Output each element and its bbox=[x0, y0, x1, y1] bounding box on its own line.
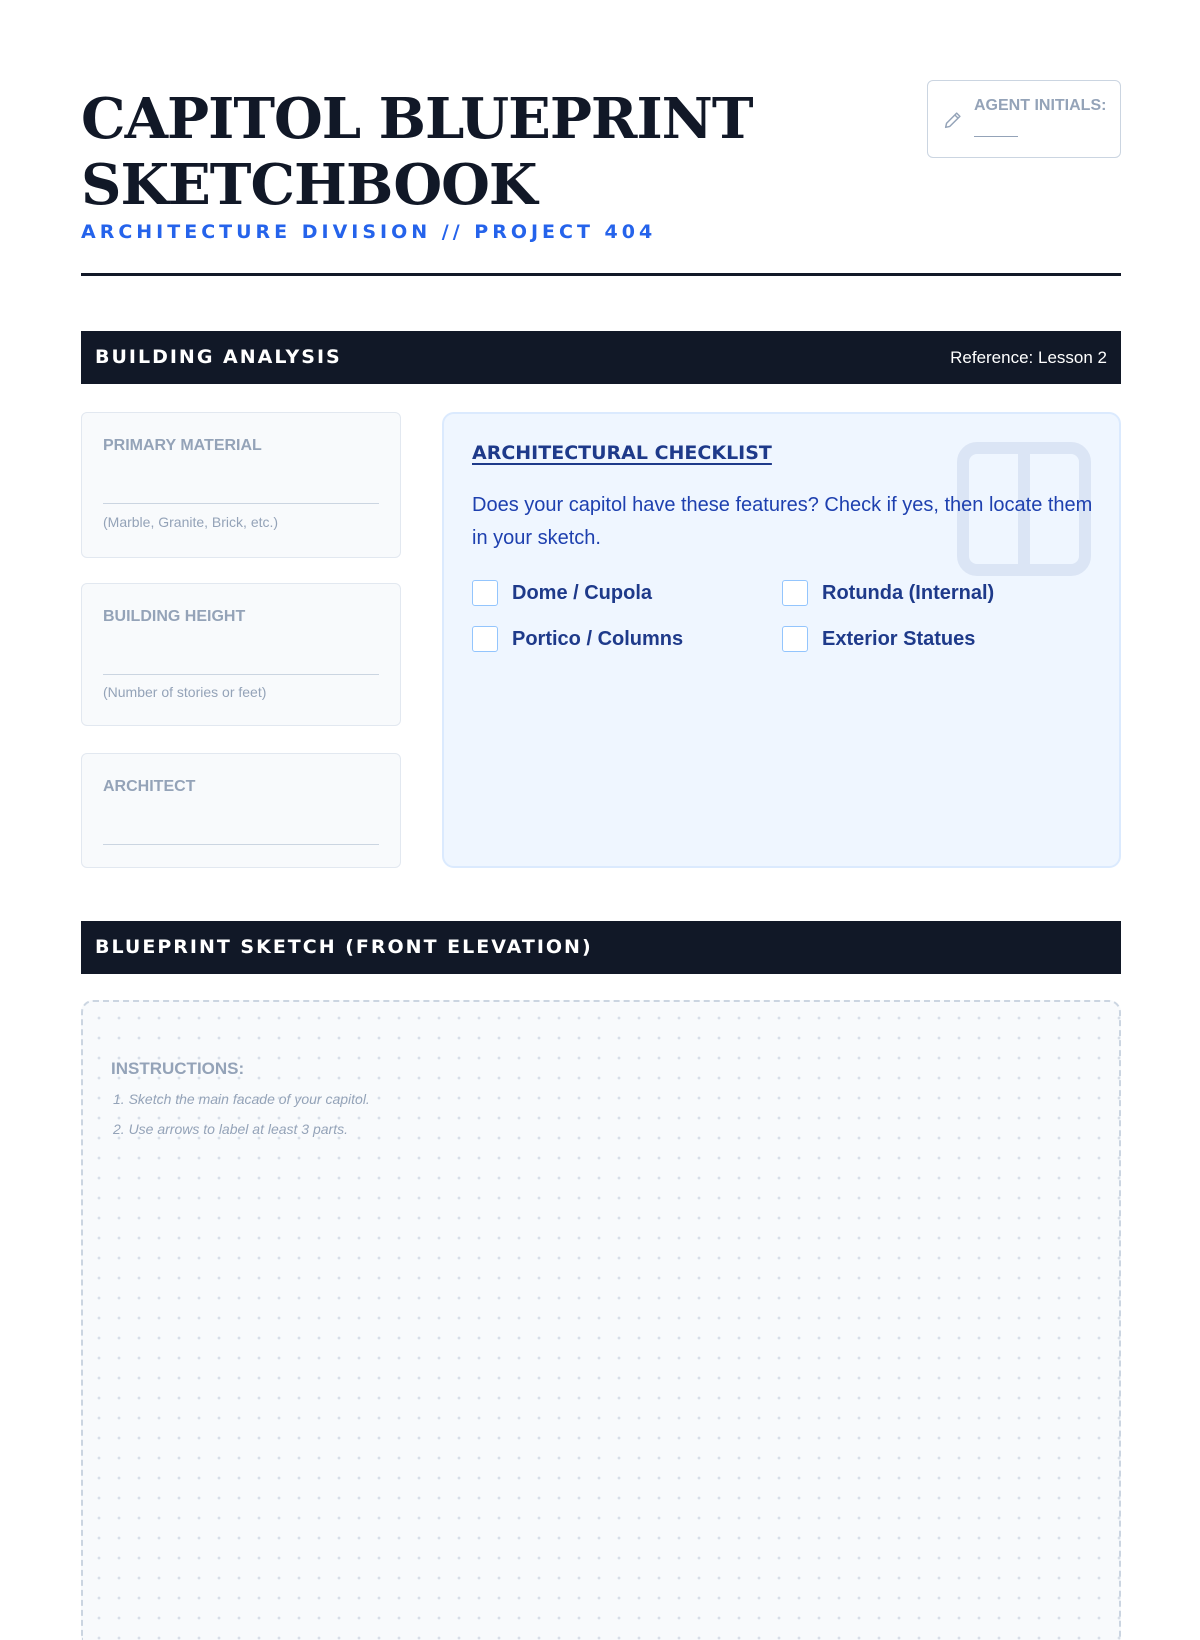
building-analysis-title: BUILDING ANALYSIS bbox=[95, 346, 342, 368]
page-subtitle: ARCHITECTURE DIVISION // PROJECT 404 bbox=[81, 221, 657, 243]
primary-material-field[interactable] bbox=[81, 412, 401, 558]
building-height-hint: (Number of stories or feet) bbox=[103, 684, 267, 700]
header-divider bbox=[81, 273, 1121, 276]
primary-material-line bbox=[103, 503, 379, 504]
checklist-item-rotunda[interactable] bbox=[782, 580, 994, 606]
checkbox[interactable] bbox=[782, 580, 808, 606]
checklist-item-label: Exterior Statues bbox=[822, 627, 976, 650]
page-title-line-2: SKETCHBOOK bbox=[81, 152, 537, 218]
blueprint-sketch-title: BLUEPRINT SKETCH (FRONT ELEVATION) bbox=[95, 936, 593, 958]
page-title-line-1: CAPITOL BLUEPRINT bbox=[81, 86, 753, 152]
checklist-item-portico[interactable] bbox=[472, 626, 683, 652]
agent-initials-field[interactable] bbox=[927, 80, 1121, 158]
primary-material-label: PRIMARY MATERIAL bbox=[103, 437, 262, 454]
checkbox[interactable] bbox=[472, 626, 498, 652]
architect-field[interactable] bbox=[81, 753, 401, 868]
checkbox[interactable] bbox=[782, 626, 808, 652]
checklist-item-label: Dome / Cupola bbox=[512, 581, 653, 604]
architect-line bbox=[103, 844, 379, 845]
building-height-line bbox=[103, 674, 379, 675]
lesson-reference: Reference: Lesson 2 bbox=[950, 348, 1107, 367]
pencil-icon bbox=[942, 109, 964, 131]
sketch-canvas[interactable] bbox=[81, 1000, 1121, 1640]
checkbox[interactable] bbox=[472, 580, 498, 606]
architectural-checklist bbox=[442, 412, 1121, 868]
page-title bbox=[81, 86, 841, 218]
blueprint-sketch-bar bbox=[81, 921, 1121, 974]
checklist-description: Does your capitol have these features? Check if yes, then locate them in your sketch. bbox=[472, 494, 1093, 549]
building-height-label: BUILDING HEIGHT bbox=[103, 608, 246, 625]
instruction-item: 2. Use arrows to label at least 3 parts. bbox=[113, 1121, 348, 1137]
page-header bbox=[81, 80, 1121, 276]
checklist-item-dome[interactable] bbox=[472, 580, 652, 606]
architect-label: ARCHITECT bbox=[103, 778, 196, 795]
checklist-item-statues[interactable] bbox=[782, 626, 975, 652]
building-analysis-bar bbox=[81, 331, 1121, 384]
agent-initials-line bbox=[974, 136, 1018, 137]
instruction-item: 1. Sketch the main facade of your capitol. bbox=[113, 1091, 370, 1107]
primary-material-hint: (Marble, Granite, Brick, etc.) bbox=[103, 514, 279, 530]
checklist-item-label: Rotunda (Internal) bbox=[822, 581, 995, 604]
instructions-label: INSTRUCTIONS: bbox=[111, 1059, 245, 1078]
agent-initials-label: AGENT INITIALS: bbox=[974, 97, 1107, 114]
worksheet-page bbox=[81, 80, 1121, 1137]
checklist-item-label: Portico / Columns bbox=[512, 627, 684, 650]
building-height-field[interactable] bbox=[81, 583, 401, 726]
checklist-title: ARCHITECTURAL CHECKLIST bbox=[472, 442, 772, 464]
